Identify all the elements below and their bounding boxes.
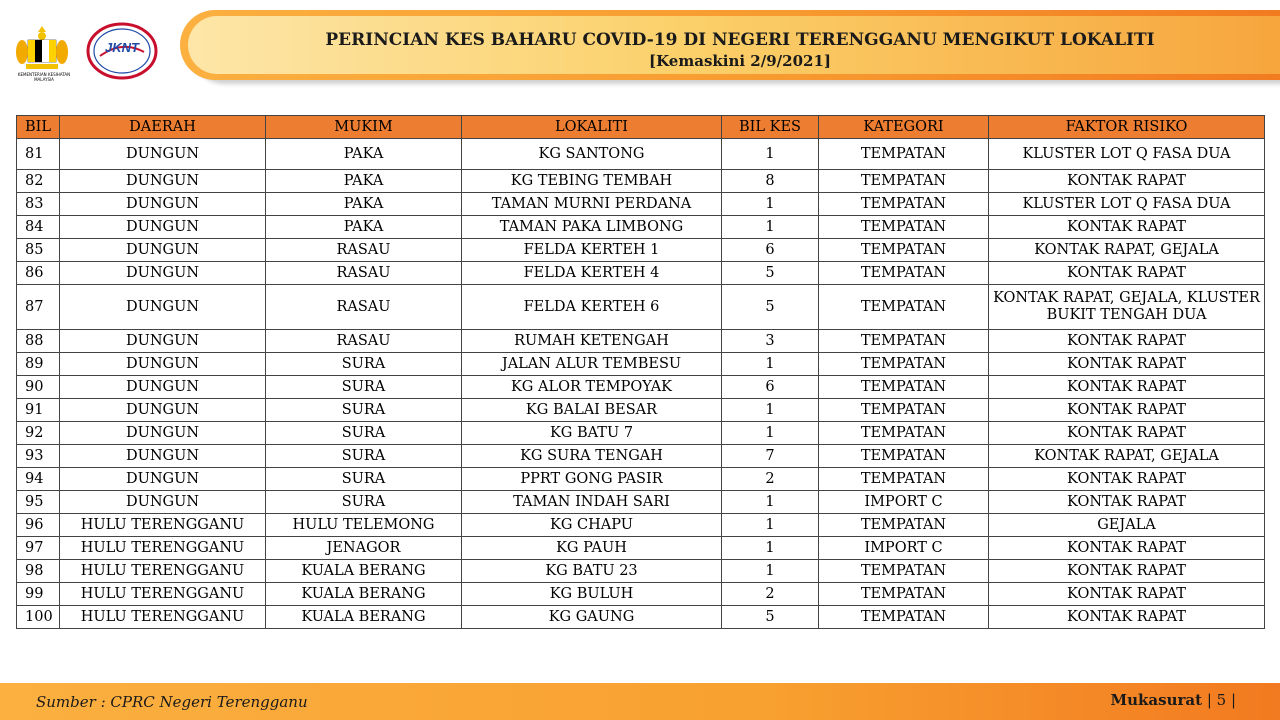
cell-lokaliti: FELDA KERTEH 4: [462, 262, 722, 285]
cell-bil-kes: 5: [722, 262, 819, 285]
cell-mukim: PAKA: [266, 170, 462, 193]
table-row: [17, 468, 1265, 491]
cell-lokaliti: PPRT GONG PASIR: [462, 468, 722, 491]
cell-faktor-risiko: KONTAK RAPAT: [989, 422, 1265, 445]
cell-mukim: SURA: [266, 491, 462, 514]
cell-kategori: TEMPATAN: [819, 422, 989, 445]
cell-bil-kes: 6: [722, 376, 819, 399]
cell-bil-kes: 1: [722, 422, 819, 445]
table-row: [17, 376, 1265, 399]
cell-lokaliti: RUMAH KETENGAH: [462, 330, 722, 353]
cell-faktor-risiko: KONTAK RAPAT: [989, 353, 1265, 376]
cell-bil: 89: [17, 353, 60, 376]
table-row: [17, 193, 1265, 216]
cell-lokaliti: KG BALAI BESAR: [462, 399, 722, 422]
page-number: | 5 |: [1206, 691, 1236, 709]
cell-faktor-risiko: KLUSTER LOT Q FASA DUA: [989, 139, 1265, 170]
ministry-caption: KEMENTERIAN KESIHATAN MALAYSIA: [17, 72, 71, 82]
cell-lokaliti: KG SURA TENGAH: [462, 445, 722, 468]
cell-lokaliti: KG SANTONG: [462, 139, 722, 170]
cell-daerah: DUNGUN: [60, 399, 266, 422]
cell-bil-kes: 6: [722, 239, 819, 262]
cell-daerah: DUNGUN: [60, 376, 266, 399]
cell-faktor-risiko: KONTAK RAPAT: [989, 491, 1265, 514]
column-header-kategori: KATEGORI: [819, 116, 989, 139]
column-header-bil: BIL: [17, 116, 60, 139]
cell-faktor-risiko: KONTAK RAPAT: [989, 216, 1265, 239]
jknt-logo-text: JKNT: [105, 40, 139, 55]
cell-kategori: TEMPATAN: [819, 262, 989, 285]
table-row: [17, 560, 1265, 583]
table-row: [17, 491, 1265, 514]
cell-daerah: HULU TERENGGANU: [60, 583, 266, 606]
cell-mukim: HULU TELEMONG: [266, 514, 462, 537]
cell-bil: 81: [17, 139, 60, 170]
cell-faktor-risiko: KONTAK RAPAT: [989, 468, 1265, 491]
cell-bil-kes: 5: [722, 606, 819, 629]
column-header-faktor-risiko: FAKTOR RISIKO: [989, 116, 1265, 139]
cell-faktor-risiko: KLUSTER LOT Q FASA DUA: [989, 193, 1265, 216]
cell-mukim: SURA: [266, 399, 462, 422]
cell-bil-kes: 2: [722, 468, 819, 491]
cell-bil: 95: [17, 491, 60, 514]
cell-lokaliti: KG GAUNG: [462, 606, 722, 629]
cell-mukim: RASAU: [266, 239, 462, 262]
cell-faktor-risiko: KONTAK RAPAT: [989, 376, 1265, 399]
cell-faktor-risiko: KONTAK RAPAT: [989, 399, 1265, 422]
cell-mukim: RASAU: [266, 262, 462, 285]
cell-mukim: PAKA: [266, 216, 462, 239]
cell-bil-kes: 1: [722, 399, 819, 422]
cell-mukim: KUALA BERANG: [266, 606, 462, 629]
cell-bil: 87: [17, 285, 60, 330]
cell-kategori: TEMPATAN: [819, 193, 989, 216]
cell-lokaliti: KG BULUH: [462, 583, 722, 606]
table-row: [17, 330, 1265, 353]
table-row: [17, 583, 1265, 606]
cell-daerah: DUNGUN: [60, 422, 266, 445]
cell-daerah: DUNGUN: [60, 491, 266, 514]
cell-faktor-risiko: KONTAK RAPAT: [989, 537, 1265, 560]
table-row: [17, 606, 1265, 629]
cell-mukim: SURA: [266, 376, 462, 399]
table-body: [17, 139, 1265, 629]
table-row: [17, 422, 1265, 445]
table-row: [17, 262, 1265, 285]
cell-bil: 97: [17, 537, 60, 560]
cases-table: [16, 115, 1265, 629]
cell-daerah: DUNGUN: [60, 170, 266, 193]
cell-mukim: RASAU: [266, 285, 462, 330]
source-note: Sumber : CPRC Negeri Terengganu: [36, 693, 308, 711]
cell-kategori: TEMPATAN: [819, 139, 989, 170]
cell-daerah: DUNGUN: [60, 239, 266, 262]
cell-faktor-risiko: KONTAK RAPAT: [989, 170, 1265, 193]
cell-daerah: DUNGUN: [60, 262, 266, 285]
column-header-daerah: DAERAH: [60, 116, 266, 139]
cell-daerah: DUNGUN: [60, 353, 266, 376]
cell-daerah: DUNGUN: [60, 445, 266, 468]
cell-mukim: RASAU: [266, 330, 462, 353]
cell-faktor-risiko: KONTAK RAPAT: [989, 330, 1265, 353]
cell-bil: 100: [17, 606, 60, 629]
cell-daerah: DUNGUN: [60, 193, 266, 216]
cell-bil: 82: [17, 170, 60, 193]
table-row: [17, 139, 1265, 170]
column-header-bil-kes: BIL KES: [722, 116, 819, 139]
cell-bil-kes: 3: [722, 330, 819, 353]
cell-lokaliti: KG PAUH: [462, 537, 722, 560]
cell-lokaliti: KG BATU 23: [462, 560, 722, 583]
cell-lokaliti: KG CHAPU: [462, 514, 722, 537]
cell-mukim: PAKA: [266, 193, 462, 216]
cell-daerah: DUNGUN: [60, 216, 266, 239]
cell-kategori: TEMPATAN: [819, 583, 989, 606]
page-label: Mukasurat: [1110, 691, 1203, 709]
cell-daerah: DUNGUN: [60, 139, 266, 170]
cell-faktor-risiko: KONTAK RAPAT: [989, 262, 1265, 285]
cell-bil-kes: 1: [722, 139, 819, 170]
table-row: [17, 285, 1265, 330]
cell-bil-kes: 1: [722, 353, 819, 376]
table-header-row: [17, 116, 1265, 139]
cell-lokaliti: TAMAN MURNI PERDANA: [462, 193, 722, 216]
cell-bil-kes: 8: [722, 170, 819, 193]
cell-faktor-risiko: KONTAK RAPAT, GEJALA: [989, 239, 1265, 262]
cell-bil-kes: 5: [722, 285, 819, 330]
cell-mukim: SURA: [266, 353, 462, 376]
cell-lokaliti: KG ALOR TEMPOYAK: [462, 376, 722, 399]
cell-bil: 94: [17, 468, 60, 491]
cell-kategori: TEMPATAN: [819, 606, 989, 629]
cell-kategori: TEMPATAN: [819, 560, 989, 583]
cell-bil: 84: [17, 216, 60, 239]
cell-bil: 99: [17, 583, 60, 606]
cell-bil: 92: [17, 422, 60, 445]
cell-kategori: TEMPATAN: [819, 239, 989, 262]
cell-bil: 93: [17, 445, 60, 468]
cell-daerah: DUNGUN: [60, 285, 266, 330]
cell-bil: 98: [17, 560, 60, 583]
cell-lokaliti: TAMAN PAKA LIMBONG: [462, 216, 722, 239]
cell-mukim: PAKA: [266, 139, 462, 170]
cell-mukim: KUALA BERANG: [266, 560, 462, 583]
cell-daerah: HULU TERENGGANU: [60, 537, 266, 560]
cell-bil-kes: 1: [722, 560, 819, 583]
cell-bil-kes: 1: [722, 514, 819, 537]
cell-kategori: TEMPATAN: [819, 445, 989, 468]
cell-bil: 85: [17, 239, 60, 262]
cell-lokaliti: JALAN ALUR TEMBESU: [462, 353, 722, 376]
cell-kategori: TEMPATAN: [819, 376, 989, 399]
cell-bil: 83: [17, 193, 60, 216]
table-row: [17, 537, 1265, 560]
cell-daerah: HULU TERENGGANU: [60, 560, 266, 583]
cell-bil: 96: [17, 514, 60, 537]
cell-kategori: TEMPATAN: [819, 399, 989, 422]
cell-daerah: DUNGUN: [60, 330, 266, 353]
cell-daerah: DUNGUN: [60, 468, 266, 491]
cell-kategori: TEMPATAN: [819, 170, 989, 193]
cell-kategori: TEMPATAN: [819, 285, 989, 330]
cell-kategori: TEMPATAN: [819, 330, 989, 353]
cell-kategori: TEMPATAN: [819, 216, 989, 239]
cell-mukim: SURA: [266, 468, 462, 491]
page-title: PERINCIAN KES BAHARU COVID-19 DI NEGERI TERENGGANU MENGIKUT LOKALITI: [325, 30, 1155, 50]
table-row: [17, 445, 1265, 468]
cell-lokaliti: TAMAN INDAH SARI: [462, 491, 722, 514]
cell-kategori: IMPORT C: [819, 537, 989, 560]
cell-faktor-risiko: KONTAK RAPAT, GEJALA, KLUSTER BUKIT TENGAH DUA: [989, 285, 1265, 330]
cell-lokaliti: FELDA KERTEH 6: [462, 285, 722, 330]
column-header-mukim: MUKIM: [266, 116, 462, 139]
cell-bil: 90: [17, 376, 60, 399]
table-row: [17, 216, 1265, 239]
column-header-lokaliti: LOKALITI: [462, 116, 722, 139]
cell-bil: 86: [17, 262, 60, 285]
cell-faktor-risiko: KONTAK RAPAT, GEJALA: [989, 445, 1265, 468]
cell-bil: 88: [17, 330, 60, 353]
cell-faktor-risiko: GEJALA: [989, 514, 1265, 537]
table-row: [17, 239, 1265, 262]
cell-bil-kes: 2: [722, 583, 819, 606]
jknt-logo-icon: [86, 22, 158, 80]
cell-mukim: SURA: [266, 422, 462, 445]
cell-daerah: HULU TERENGGANU: [60, 606, 266, 629]
cell-faktor-risiko: KONTAK RAPAT: [989, 560, 1265, 583]
cell-bil-kes: 1: [722, 491, 819, 514]
cell-bil-kes: 1: [722, 537, 819, 560]
cell-mukim: SURA: [266, 445, 462, 468]
table-row: [17, 514, 1265, 537]
cell-kategori: TEMPATAN: [819, 514, 989, 537]
table-row: [17, 399, 1265, 422]
table-row: [17, 170, 1265, 193]
cell-kategori: TEMPATAN: [819, 468, 989, 491]
update-date: [Kemaskini 2/9/2021]: [649, 52, 831, 70]
cell-bil: 91: [17, 399, 60, 422]
cell-lokaliti: KG TEBING TEMBAH: [462, 170, 722, 193]
cell-faktor-risiko: KONTAK RAPAT: [989, 606, 1265, 629]
table-row: [17, 353, 1265, 376]
cell-kategori: TEMPATAN: [819, 353, 989, 376]
cell-bil-kes: 1: [722, 193, 819, 216]
cell-mukim: JENAGOR: [266, 537, 462, 560]
cell-bil-kes: 1: [722, 216, 819, 239]
cell-lokaliti: KG BATU 7: [462, 422, 722, 445]
logos-area: [10, 20, 170, 84]
cell-kategori: IMPORT C: [819, 491, 989, 514]
page-indicator: [1111, 691, 1237, 709]
cell-mukim: KUALA BERANG: [266, 583, 462, 606]
cell-faktor-risiko: KONTAK RAPAT: [989, 583, 1265, 606]
cell-lokaliti: FELDA KERTEH 1: [462, 239, 722, 262]
cell-bil-kes: 7: [722, 445, 819, 468]
cell-daerah: HULU TERENGGANU: [60, 514, 266, 537]
